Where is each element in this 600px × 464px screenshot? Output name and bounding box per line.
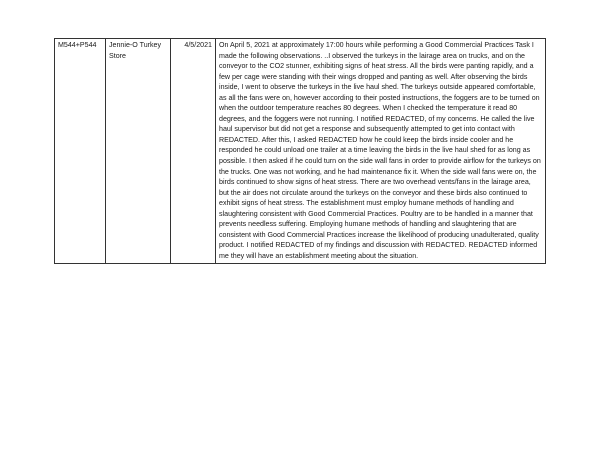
establishment-number-cell: M544+P544 xyxy=(55,39,106,264)
narrative-cell: On April 5, 2021 at approximately 17:00 hours while performing a Good Commercial Practices Task I made the following observations. ..I observed the turkeys in the lairage area on trucks, and on the conveyor to the CO2 stunner, exhibiting signs of heat stress. All the birds were panting rapidly, and a few per cage were standing with their wings dropped and panting as well. After observing the birds inside, I went to observe the turkeys in the live haul shed. The turkeys outside appeared comfortable, as all the fans were on, however according to their posted instructions, the foggers are to be turned on when the outdoor temperature reaches 80 degrees. When I checked the temperature it read 80 degrees, and the foggers were not running. I notified REDACTED, of my concerns. He called the live haul supervisor but did not get a response and subsequently attempted to get into contact with REDACTED. After this, I asked REDACTED how he could keep the birds inside cooler and he responded he could unload one trailer at a time leaving the birds in the live haul shed for as long as possible. I then asked if he could turn on the side wall fans in order to provide airflow for the turkeys on the trucks. One was not working, and he had maintenance fix it. When the side wall fans were on, the birds continued to show signs of heat stress. There are two overhead vents/fans in the lairage area, but the air does not circulate around the turkeys on the conveyor and these birds also continued to exhibit signs of heat stress. The establishment must employ humane methods of handling and slaughtering consistent with Good Commercial Practices. Poultry are to be handled in a manner that prevents needless suffering. Employing humane methods of handling and slaughtering that are consistent with Good Commercial Practices increase the likelihood of producing unadulterated, quality product. I notified REDACTED of my findings and discussion with REDACTED. REDACTED informed me they will have an establishment meeting about the situation. xyxy=(216,39,546,264)
records-table xyxy=(54,38,546,264)
date-cell: 4/5/2021 xyxy=(171,39,216,264)
establishment-name-cell: Jennie-O Turkey Store xyxy=(106,39,171,264)
table-row xyxy=(55,39,546,264)
